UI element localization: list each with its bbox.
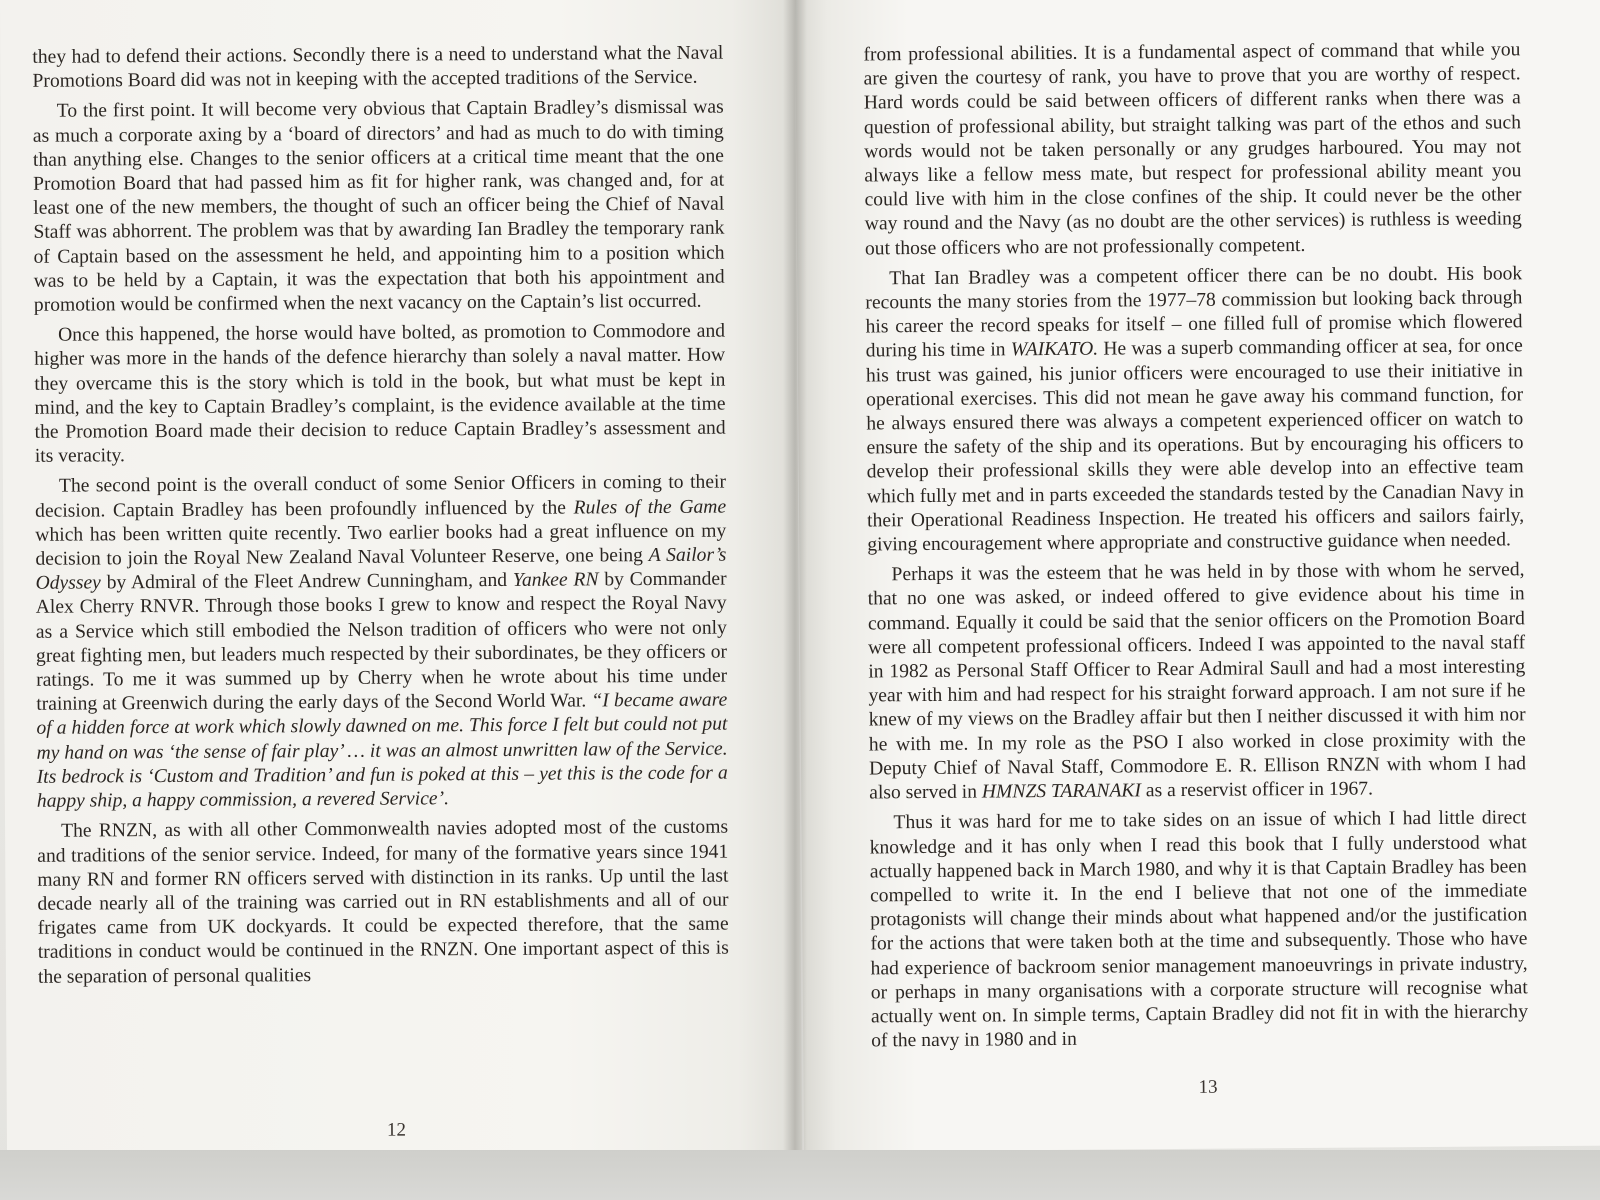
quotation: “I became aware of a hidden force at work which slowly dawned on me. This force I felt but could not put my hand on was ‘the sense of fair play’ … it was an almost unwritten law of the Service. Its bedrock is ‘Custom and Tradition’ and fun is poked at this – yet this is the code for a happy ship, a happy commission, a revered Service’. <box>36 689 728 812</box>
paragraph: To the first point. It will become very obvious that Captain Bradley’s dismissal was as much a corporate axing by a ‘board of directors’ and had as much to do with timing than anything else. Changes to the senior officers at a critical time meant that the one Promotion Board that had passed him as fit for higher rank, was changed and, for at least one of the new members, the thought of such an officer being the Chief of Naval Staff was abhorrent. The problem was that by awarding Ian Bradley the temporary rank of Captain based on the assessment he held, and appointing him to a position which was to be held by a Captain, it was the expectation that both his appointment and promotion would be confirmed when the next vacancy on the Captain’s list occurred. <box>32 96 725 316</box>
text-run: The second point is the overall conduct of some Senior Officers in coming to their decision. Captain Bradley has been profoundly influenced by the <box>35 472 727 522</box>
right-page-text <box>863 38 1528 1053</box>
paragraph <box>35 471 728 814</box>
book-title: Yankee RN <box>512 569 599 592</box>
text-run: by Admiral of the Fleet Andrew Cunningham, and <box>100 570 513 594</box>
right-page <box>795 0 1600 1152</box>
left-page-text <box>32 42 729 990</box>
page-number: 12 <box>386 1119 406 1141</box>
book-gutter <box>783 0 807 1160</box>
ship-name: WAIKATO. <box>1010 339 1099 361</box>
paragraph: Thus it was hard for me to take sides on an issue of which I had little direct knowledge and it has only when I read this book that I fully understood what actually happened back in March 1980, and why it is that Captain Bradley has been compelled to write it. In the end I believe that not one of the immediate protagonists will change their minds about what happened and/or the justification for the actions that were taken both at the time and subsequently. Those who have had experience of backroom senior management manoeuvrings in private industry, or perhaps in many organisations with a corporate structure will recognise what actually went on. In simple terms, Captain Bradley did not fit in with the hierarchy of the navy in 1980 and in <box>869 807 1529 1052</box>
text-run: by Commander Alex Cherry RNVR. Through those books I grew to know and respect the Royal Navy as a Service which still embodied the Nelson tradition of officers who were not only great fighting men, but leaders much respected by their subordinates, be they officers or ratings. To me it was summed up by Cherry when he wrote about his time under training at Greenwich during the early days of the Second World War. <box>35 568 728 716</box>
paragraph: they had to defend their actions. Secondly there is a need to understand what the Naval Promotions Board did was not in keeping with the accepted traditions of the Service. <box>32 42 724 93</box>
paragraph <box>865 262 1524 558</box>
table-surface <box>0 1150 1600 1200</box>
text-run: He was a superb commanding officer at sea, for once his trust was gained, his junior officers were encouraged to use their initiative in operational exercises. This did not mean he gave away his command function, for he always ensured there was always a competent experienced officer on watch to ensure the safety of the ship and its operations. But by encouraging his officers to develop their professional skills they were able develop into an effective team which fully met and in parts exceeded the standards tested by the Canadian Navy in their Operational Readiness Inspection. He treated his officers and sailors fairly, giving encouragement where appropriate and constructive guidance when needed. <box>865 335 1525 556</box>
page-number: 13 <box>1198 1076 1218 1098</box>
text-run: which has been written quite recently. Two earlier books had a great influence on my decision to join the Royal New Zealand Naval Volunteer Reserve, one being <box>35 520 727 570</box>
paragraph <box>867 559 1526 806</box>
text-run: Perhaps it was the esteem that he was held in by those with whom he served, that no one was asked, or indeed offered to give evidence about his time in command. Equally it could be said that the senior officers on the Promotion Board were all competent professional officers. Indeed I was appointed to the naval staff in 1982 as Personal Staff Officer to Rear Admiral Saull and had a most interesting year with him and had respect for his straight forward approach. I am not sure if he knew of my views on the Bradley affair but then I neither discussed it with him nor he with me. In my role as the PSO I also worked in close proximity with the Deputy Chief of Naval Staff, Commodore E. R. Ellison RNZN with whom I had also served in <box>867 559 1527 804</box>
book-title: Rules of the Game <box>573 496 727 519</box>
paragraph: Once this happened, the horse would have bolted, as promotion to Commodore and higher was more in the hands of the defence hierarchy than solely a naval matter. How they overcame this is the story which is told in the book, but what must be kept in mind, and the key to Captain Bradley’s complaint, is the evidence available at the time the Promotion Board made their decision to reduce Captain Bradley’s assessment and its veracity. <box>34 320 726 468</box>
text-run: That Ian Bradley was a competent officer there can be no doubt. His book recounts the many stories from the 1977–78 commission but looking back through his career the record speaks for itself – one filled full of promise which flowered during his time in <box>865 263 1523 362</box>
paragraph: from professional abilities. It is a fundamental aspect of command that while you are given the courtesy of rank, you have to prove that you are worthy of respect. Hard words could be said between officers of different ranks when there was a question of professional ability, but straight talking was part of the ethos and such words would not be taken personally or any grudges harboured. You may not always like a fellow mess mate, but respect for professional ability meant you could live with him in the close confines of the ship. It could never be the other way round and the Navy (as no doubt are the other services) is ruthless is weeding out those officers who are not professionally competent. <box>863 39 1522 260</box>
ship-name: HMNZS TARANAKI <box>981 780 1142 803</box>
text-run: as a reservist officer in 1967. <box>1140 778 1374 802</box>
paragraph: The RNZN, as with all other Commonwealth navies adopted most of the customs and traditions of the senior service. Indeed, for many of the formative years since 1941 many RN and former RN officers served with distinction in its ranks. Up until the last decade nearly all of the training was carried out in RN establishments and all of our frigates came from UK dockyards. It could be expected therefore, that the same traditions in conduct would be continued in the RNZN. One important aspect of this is the separation of personal qualities <box>37 816 729 988</box>
left-page <box>0 0 802 1168</box>
book-title: A Sailor’s Odyssey <box>35 544 727 595</box>
